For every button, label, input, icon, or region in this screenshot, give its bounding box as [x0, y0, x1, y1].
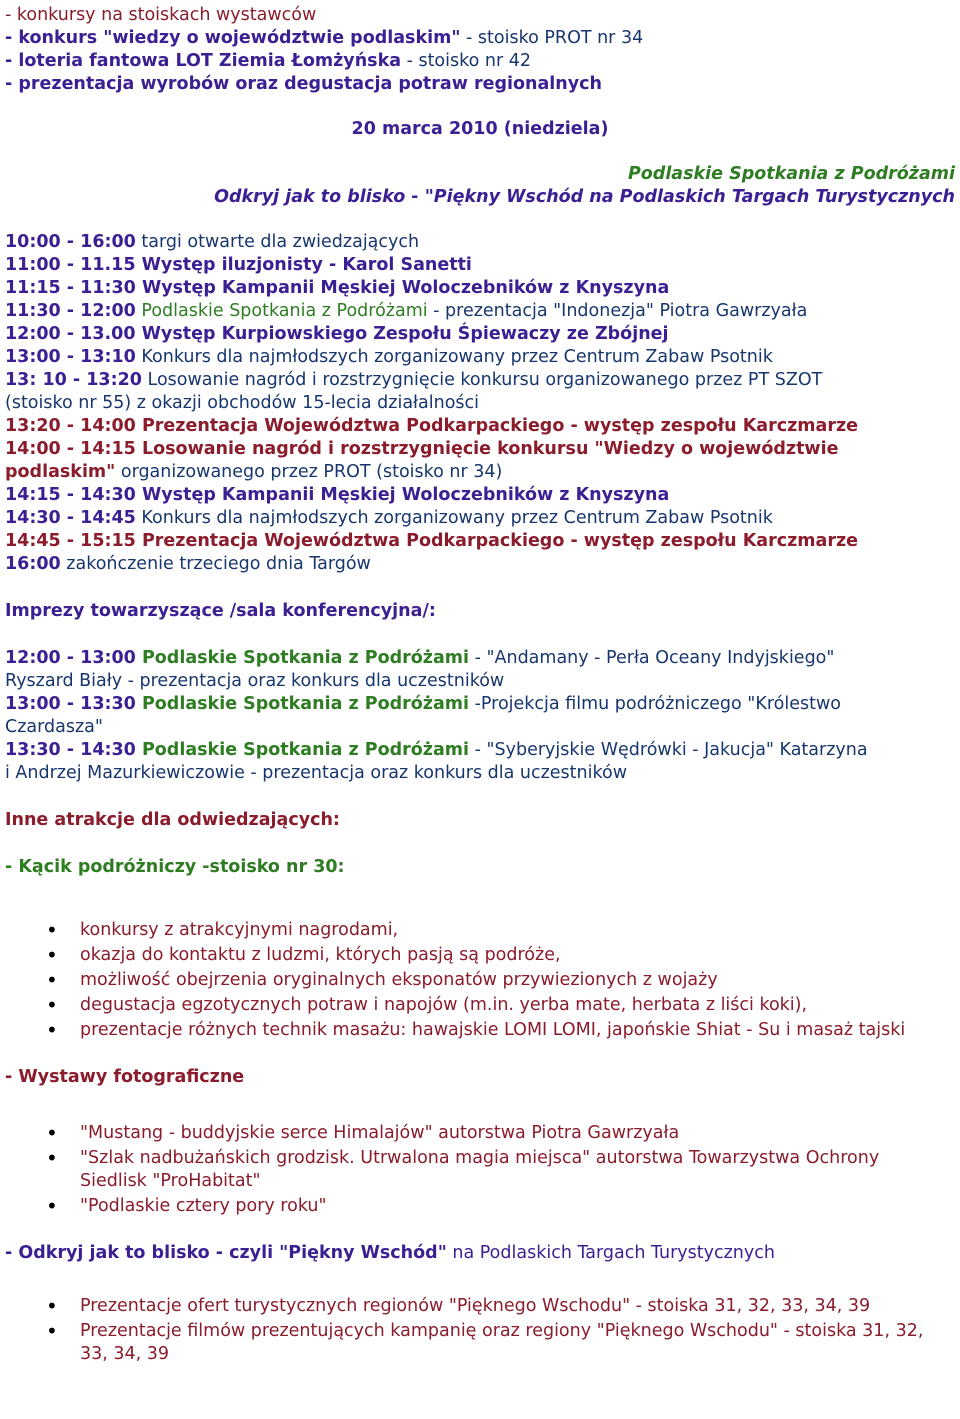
schedule-row	[5, 507, 955, 530]
schedule-time: 11:30 - 12:00	[5, 301, 136, 321]
schedule-time: 10:00 - 16:00	[5, 232, 136, 252]
conf-series: Podlaskie Spotkania z Podróżami	[135, 648, 470, 668]
list-item: • możliwość obejrzenia oryginalnych eksponatów przywiezionych z wojaży	[80, 969, 955, 992]
schedule-row	[5, 300, 955, 323]
schedule-row	[5, 254, 955, 277]
list-item: • Prezentacje ofert turystycznych regionów "Pięknego Wschodu" - stoiska 31, 32, 33, 34, 39	[80, 1295, 955, 1318]
schedule-text: Konkurs dla najmłodszych zorganizowany przez Centrum Zabaw Psotnik	[135, 508, 773, 528]
schedule-text: targi otwarte dla zwiedzających	[135, 232, 420, 252]
list-item: • konkursy z atrakcyjnymi nagrodami,	[80, 919, 955, 942]
top-line-4: - prezentacja wyrobów oraz degustacja potraw regionalnych	[5, 74, 602, 94]
wschod-heading-rest: na Podlaskich Targach Turystycznych	[446, 1243, 775, 1263]
schedule-text: Występ iluzjonisty - Karol Sanetti	[135, 255, 472, 275]
schedule-text: Konkurs dla najmłodszych zorganizowany przez Centrum Zabaw Psotnik	[135, 347, 773, 367]
schedule-row	[5, 415, 955, 438]
schedule-text: Występ Kampanii Męskiej Woloczebników z Knyszyna	[135, 278, 670, 298]
schedule-row	[5, 346, 955, 369]
list-item: • okazja do kontaktu z ludzmi, których pasją są podróże,	[80, 944, 955, 967]
wschod-list	[5, 1295, 955, 1366]
schedule-text: podlaskim"	[5, 462, 116, 482]
schedule-text: - prezentacja "Indonezja" Piotra Gawrzyała	[427, 301, 808, 321]
top-line-2-bold: - konkurs "wiedzy o województwie podlaskim"	[5, 28, 461, 48]
top-line-1: - konkursy na stoiskach wystawców	[5, 5, 317, 25]
conf-heading: Imprezy towarzyszące /sala konferencyjna/:	[5, 601, 436, 621]
conf-text: - "Syberyjskie Wędrówki - Jakucja" Katarzyna	[469, 740, 868, 760]
schedule	[5, 231, 955, 576]
top-line-3-rest: - stoisko nr 42	[401, 51, 532, 71]
schedule-row-continuation	[5, 461, 955, 484]
list-item: • prezentacje różnych technik masażu: hawajskie LOMI LOMI, japońskie Shiat - Su i masaż tajski	[80, 1019, 955, 1042]
schedule-text: organizowanego przez PROT (stoisko nr 34)	[115, 462, 503, 482]
schedule-time: 14:45 - 15:15	[5, 531, 136, 551]
schedule-text: Prezentacja Województwa Podkarpackiego - występ zespołu Karczmarze	[135, 416, 859, 436]
list-item: • degustacja egzotycznych potraw i napojów (m.in. yerba mate, herbata z liści koki),	[80, 994, 955, 1017]
conf-series: Podlaskie Spotkania z Podróżami	[135, 694, 470, 714]
list-item: • "Szlak nadbużańskich grodzisk. Utrwalona magia miejsca" autorstwa Towarzystwa Ochrony Siedlisk "ProHabitat"	[80, 1147, 955, 1193]
schedule-row	[5, 530, 955, 553]
schedule-text: Losowanie nagród i rozstrzygnięcie konkursu "Wiedzy o województwie	[135, 439, 839, 459]
schedule-text: zakończenie trzeciego dnia Targów	[60, 554, 371, 574]
schedule-time: 14:00 - 14:15	[5, 439, 136, 459]
conf-row	[5, 647, 955, 670]
top-line-2	[5, 27, 955, 50]
wschod-heading-bold: - Odkryj jak to blisko - czyli "Piękny Wschód"	[5, 1243, 447, 1263]
conf-row-continuation: Ryszard Biały - prezentacja oraz konkurs dla uczestników	[5, 671, 505, 691]
schedule-row	[5, 438, 955, 461]
corner-list	[5, 919, 955, 1042]
top-line-3	[5, 50, 955, 73]
schedule-row	[5, 323, 955, 346]
schedule-row	[5, 553, 955, 576]
conf-row-continuation: i Andrzej Mazurkiewiczowie - prezentacja oraz konkurs dla uczestników	[5, 763, 628, 783]
conf-time: 13:00 - 13:30	[5, 694, 136, 714]
conf-time: 12:00 - 13:00	[5, 648, 136, 668]
schedule-text: Występ Kurpiowskiego Zespołu Śpiewaczy ze Zbójnej	[135, 324, 669, 344]
schedule-time: 13:20 - 14:00	[5, 416, 136, 436]
conf-row-continuation: Czardasza"	[5, 717, 103, 737]
schedule-time: 13:00 - 13:10	[5, 347, 136, 367]
fair-title: Odkryj jak to blisko - "Piękny Wschód na Podlaskich Targach Turystycznych	[214, 187, 955, 207]
schedule-text: Losowanie nagród i rozstrzygnięcie konkursu organizowanego przez PT SZOT	[141, 370, 823, 390]
photo-list	[5, 1122, 955, 1218]
photo-heading: - Wystawy fotograficzne	[5, 1067, 245, 1087]
conference-schedule	[5, 647, 955, 785]
list-item: • "Podlaskie cztery pory roku"	[80, 1195, 955, 1218]
schedule-row	[5, 231, 955, 254]
date-heading: 20 marca 2010 (niedziela)	[351, 119, 609, 139]
schedule-time: 14:30 - 14:45	[5, 508, 136, 528]
list-item: • "Mustang - buddyjskie serce Himalajów" autorstwa Piotra Gawrzyała	[80, 1122, 955, 1145]
schedule-time: 11:00 - 11.15	[5, 255, 136, 275]
wschod-heading	[5, 1242, 955, 1265]
conf-time: 13:30 - 14:30	[5, 740, 136, 760]
conf-series: Podlaskie Spotkania z Podróżami	[135, 740, 470, 760]
schedule-time: 12:00 - 13.00	[5, 324, 136, 344]
series-title: Podlaskie Spotkania z Podróżami	[627, 164, 955, 184]
schedule-time: 14:15 - 14:30	[5, 485, 136, 505]
top-line-2-rest: - stoisko PROT nr 34	[460, 28, 644, 48]
schedule-row-continuation: (stoisko nr 55) z okazji obchodów 15-lecia działalności	[5, 393, 480, 413]
schedule-series: Podlaskie Spotkania z Podróżami	[135, 301, 428, 321]
other-heading: Inne atrakcje dla odwiedzających:	[5, 810, 340, 830]
corner-heading: - Kącik podróżniczy -stoisko nr 30:	[5, 857, 345, 877]
schedule-text: Występ Kampanii Męskiej Woloczebników z Knyszyna	[135, 485, 670, 505]
schedule-time: 13: 10 - 13:20	[5, 370, 142, 390]
conf-row	[5, 739, 955, 762]
schedule-row	[5, 484, 955, 507]
conf-row	[5, 693, 955, 716]
schedule-row	[5, 277, 955, 300]
schedule-time: 11:15 - 11:30	[5, 278, 136, 298]
schedule-time: 16:00	[5, 554, 61, 574]
conf-text: -Projekcja filmu podróżniczego "Królestwo	[469, 694, 841, 714]
conf-text: - "Andamany - Perła Oceany Indyjskiego"	[469, 648, 835, 668]
schedule-text: Prezentacja Województwa Podkarpackiego - występ zespołu Karczmarze	[135, 531, 859, 551]
list-item: • Prezentacje filmów prezentujących kampanię oraz regiony "Pięknego Wschodu" - stoiska 31, 32, 33, 34, 39	[80, 1320, 955, 1366]
top-line-3-bold: - loteria fantowa LOT Ziemia Łomżyńska	[5, 51, 402, 71]
schedule-row	[5, 369, 955, 392]
